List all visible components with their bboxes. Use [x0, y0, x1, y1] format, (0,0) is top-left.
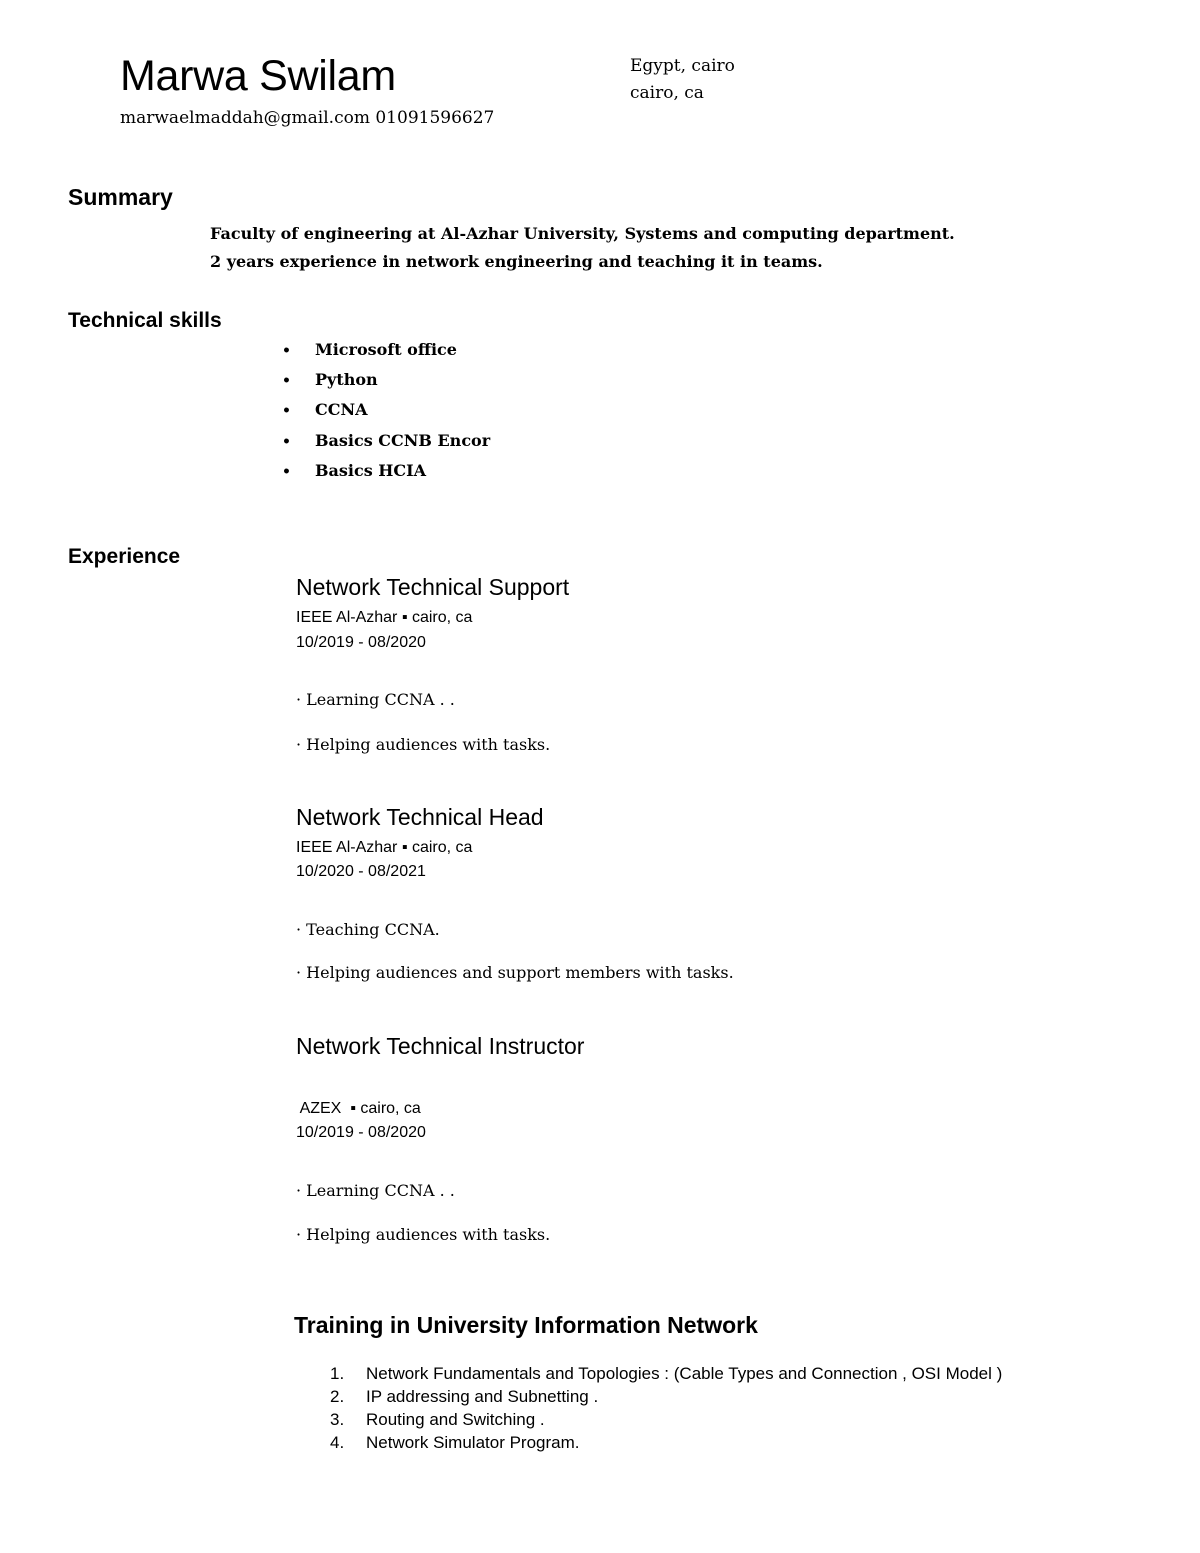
job-bullet: · Learning CCNA . .: [296, 690, 455, 709]
contact-line: marwaelmaddah@gmail.com 01091596627: [120, 108, 495, 128]
job-dates: 10/2020 - 08/2021: [296, 863, 426, 880]
training-heading: Training in University Information Network: [294, 1312, 758, 1338]
job-title: Network Technical Instructor: [296, 1033, 585, 1059]
skill-label: CCNA: [315, 400, 368, 419]
skill-label: Basics HCIA: [315, 461, 427, 480]
job-bullet: · Helping audiences and support members with tasks.: [296, 963, 734, 982]
training-item-number: 2.: [330, 1387, 345, 1406]
job-dates: 10/2019 - 08/2020: [296, 1124, 426, 1141]
technical-skills-heading: Technical skills: [68, 309, 222, 332]
candidate-name: Marwa Swilam: [120, 52, 396, 100]
training-item-number: 4.: [330, 1433, 345, 1452]
training-item: [330, 1410, 545, 1430]
job-organization: IEEE Al-Azhar ▪ cairo, ca: [296, 609, 473, 626]
skill-label: Python: [315, 370, 378, 389]
job-bullet: · Learning CCNA . .: [296, 1181, 455, 1200]
bullet-icon: •: [282, 403, 291, 419]
job-title: Network Technical Support: [296, 574, 570, 600]
bullet-icon: •: [282, 343, 291, 359]
training-item-text: Network Fundamentals and Topologies : (Cable Types and Connection , OSI Model ): [366, 1364, 1003, 1383]
training-item-text: Routing and Switching .: [366, 1410, 545, 1429]
training-item: [330, 1433, 580, 1453]
skill-label: Microsoft office: [315, 340, 457, 359]
location-line-2: cairo, ca: [630, 83, 704, 103]
job-organization: AZEX ▪ cairo, ca: [296, 1100, 421, 1117]
training-item-text: Network Simulator Program.: [366, 1433, 580, 1452]
job-bullet: · Helping audiences with tasks.: [296, 1225, 551, 1244]
summary-heading: Summary: [68, 184, 173, 210]
summary-line: 2 years experience in network engineering and teaching it in teams.: [210, 252, 823, 271]
training-item-number: 3.: [330, 1410, 345, 1429]
job-organization: IEEE Al-Azhar ▪ cairo, ca: [296, 839, 473, 856]
summary-line: Faculty of engineering at Al-Azhar University, Systems and computing department.: [210, 224, 955, 243]
job-title: Network Technical Head: [296, 804, 544, 830]
skill-item: [282, 340, 457, 359]
skill-item: [282, 370, 378, 389]
bullet-icon: •: [282, 434, 291, 450]
training-item-text: IP addressing and Subnetting .: [366, 1387, 599, 1406]
bullet-icon: •: [282, 464, 291, 480]
training-item: [330, 1387, 598, 1407]
job-bullet: · Helping audiences with tasks.: [296, 735, 551, 754]
skill-item: [282, 461, 426, 480]
experience-heading: Experience: [68, 545, 181, 568]
job-bullet: · Teaching CCNA.: [296, 920, 440, 939]
skill-label: Basics CCNB Encor: [315, 431, 491, 450]
skill-item: [282, 400, 368, 419]
skill-item: [282, 431, 490, 450]
training-item: [330, 1364, 1002, 1384]
bullet-icon: •: [282, 373, 291, 389]
job-dates: 10/2019 - 08/2020: [296, 634, 426, 651]
training-item-number: 1.: [330, 1364, 345, 1383]
location-line-1: Egypt, cairo: [630, 56, 735, 76]
